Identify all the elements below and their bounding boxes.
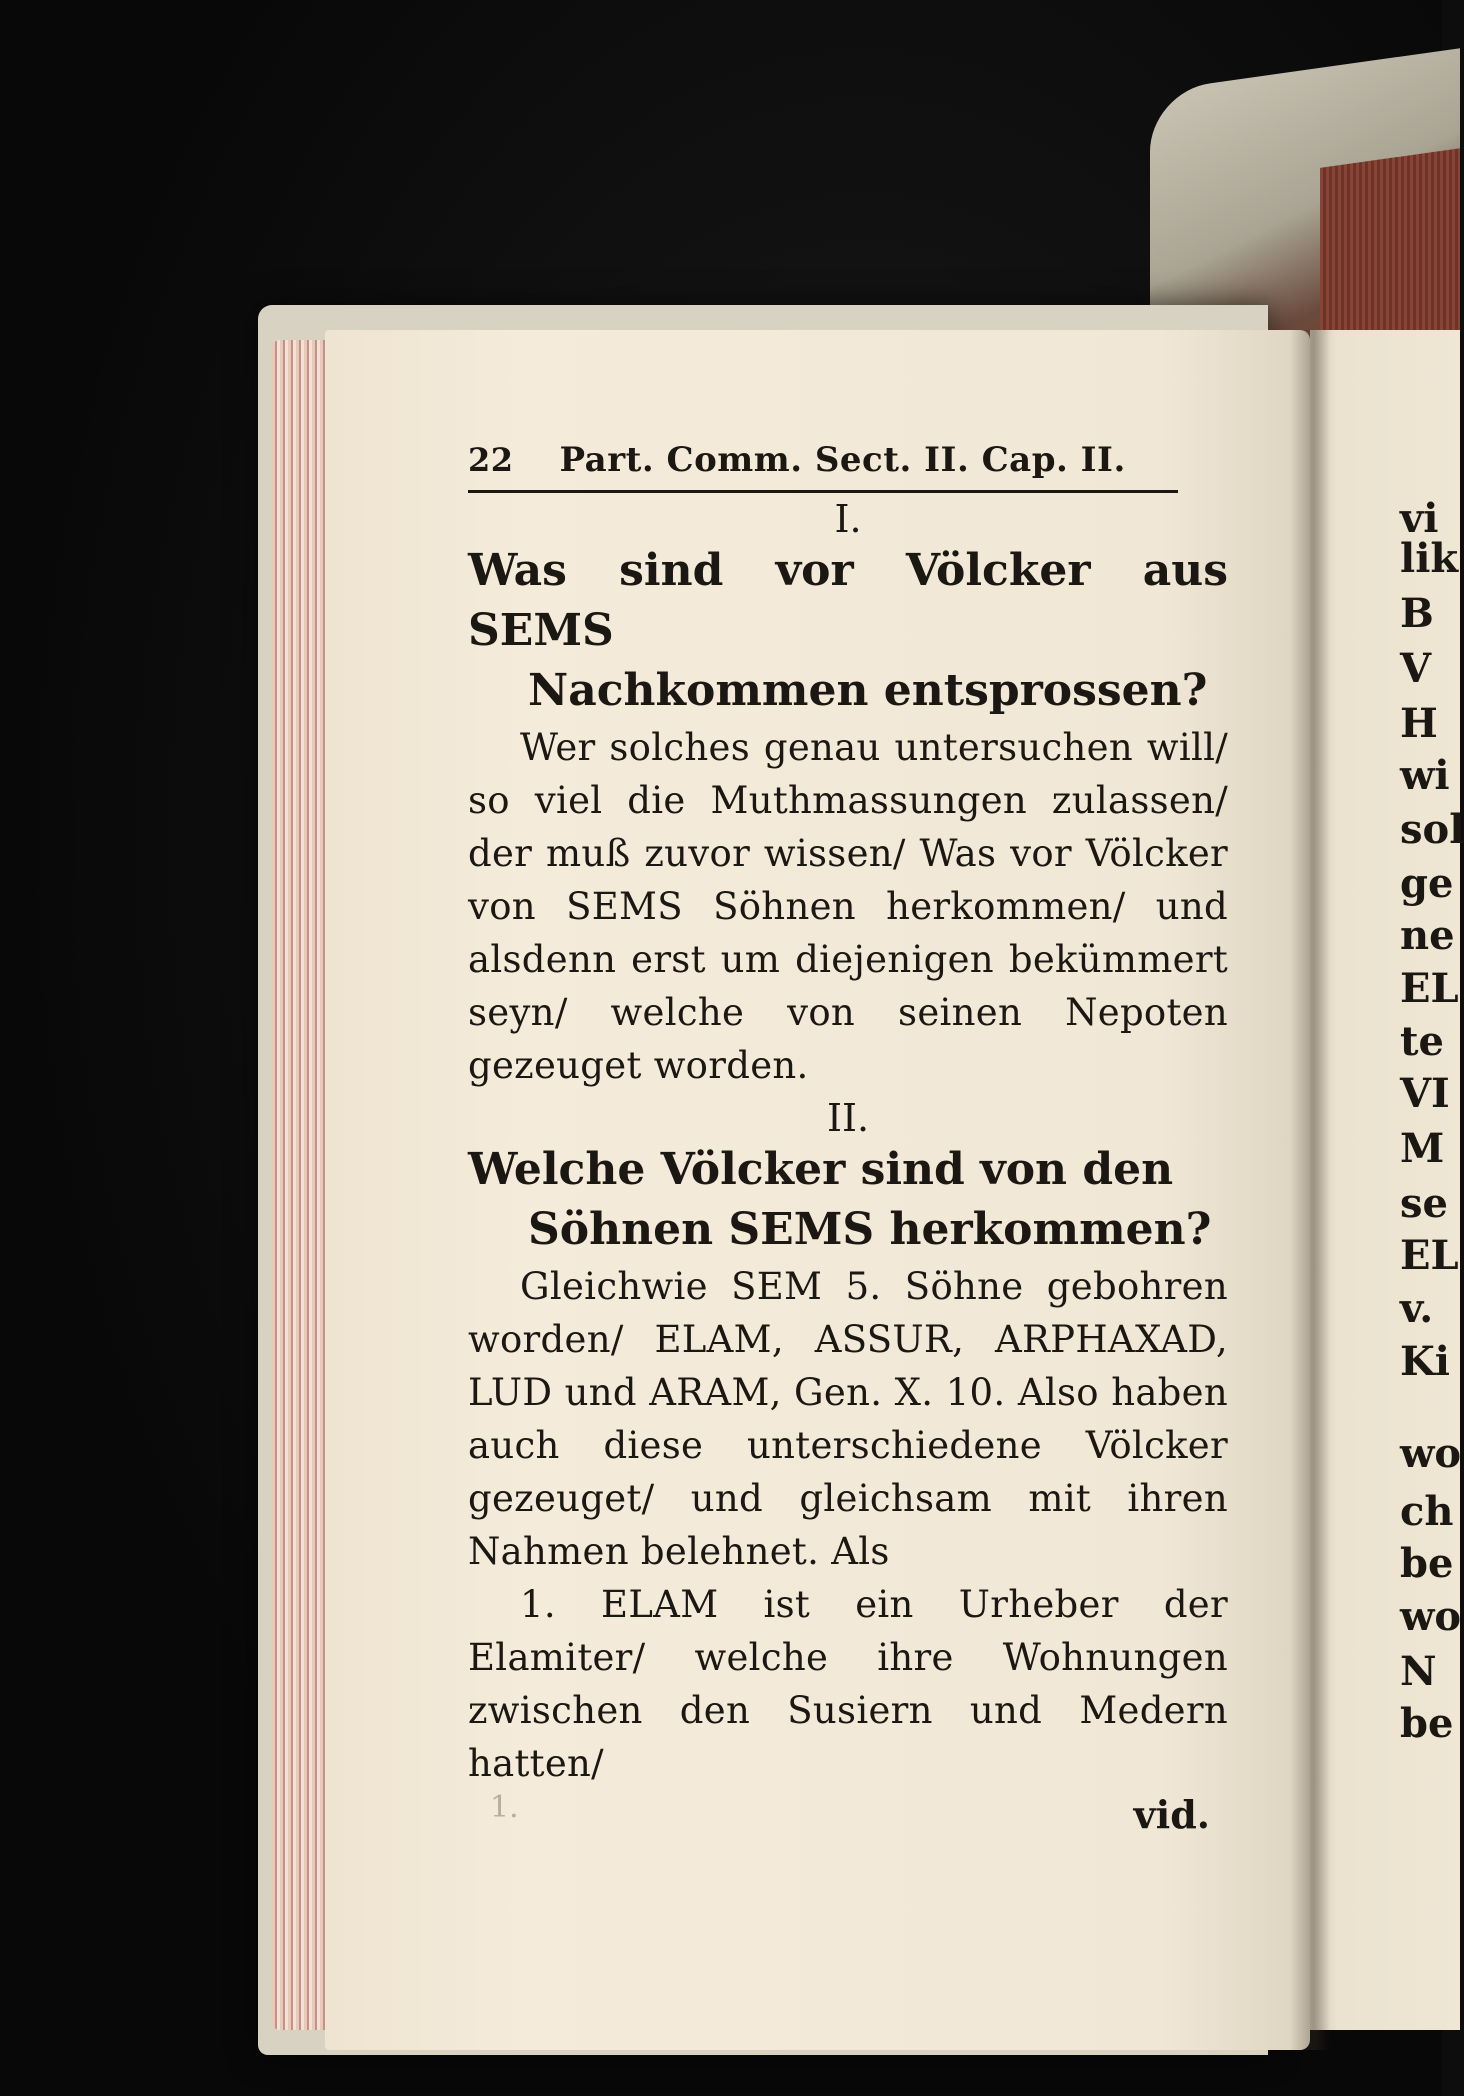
right-page-fragment: te [1400,1018,1444,1065]
right-page-fragment: lik [1400,535,1459,582]
right-page-fragment: M [1400,1125,1445,1172]
right-page-fragment: vi [1400,495,1439,542]
right-page-fragment: be [1400,1700,1454,1747]
right-page-fragment: v. [1400,1285,1434,1332]
right-page-fragment: Ki [1400,1338,1450,1385]
gutter-shadow [1290,330,1330,2050]
right-page-fragment: ch [1400,1488,1454,1535]
page-number: 22 [468,441,514,479]
right-page-fragment: se [1400,1180,1448,1227]
section-numeral: II. [826,1096,870,1140]
page-edges-red [272,340,332,2030]
question-line: Was sind vor Völcker aus SEMS [468,545,1228,656]
running-head [468,440,1178,493]
right-page-fragment: VI [1400,1070,1450,1117]
section-1 [468,497,1228,1092]
right-page-fragment: V [1400,645,1432,692]
right-page-fragment: B [1400,590,1434,637]
question-line: Welche Völcker sind von den [468,1144,1174,1195]
right-page-fragment: H [1400,700,1438,747]
stray-mark: 1. [490,1790,519,1825]
section-question [468,1140,1228,1260]
right-page-fragment: ne [1400,912,1455,959]
section-numeral: I. [834,497,862,541]
paragraph: Wer solches genau untersuchen will/ so viel die Muthmassungen zulassen/ der muß zuvor wissen/ Was vor Völcker von SEMS Söhnen herkommen/ und alsdenn erst um diejenigen bekümmert seyn/ welche von seinen Nepoten gezeuget worden. [468,726,1228,1087]
right-page-fragment: ge [1400,860,1454,907]
catchword: vid. [1133,1792,1210,1837]
right-page-fragment: EL [1400,1232,1459,1279]
right-page-fragment: wo [1400,1593,1462,1640]
question-line: Söhnen SEMS herkommen? [528,1204,1212,1255]
right-page-fragment: EL [1400,965,1459,1012]
section-2 [468,1096,1228,1790]
right-page-fragment: wi [1400,752,1450,799]
right-page-fragment: N [1400,1648,1437,1695]
question-line: Nachkommen entsprossen? [528,665,1208,716]
running-title: Part. Comm. Sect. II. Cap. II. [559,440,1126,480]
paragraph: Gleichwie SEM 5. Söhne gebohren worden/ ELAM, ASSUR, ARPHAXAD, LUD und ARAM, Gen. X. 10. Also haben auch diese unterschiedene Völcker gezeuget/ und gleichsam mit ihren Nahmen belehnet. Als [468,1265,1228,1573]
page-text-block [468,440,1228,1840]
right-page-fragment: wo [1400,1430,1462,1477]
section-question [468,541,1228,721]
right-page-fragment: sol [1400,806,1464,853]
right-page-fragment: be [1400,1540,1454,1587]
paragraph: 1. ELAM ist ein Urheber der Elamiter/ welche ihre Wohnungen zwischen den Susiern und Medern hatten/ [468,1583,1228,1785]
